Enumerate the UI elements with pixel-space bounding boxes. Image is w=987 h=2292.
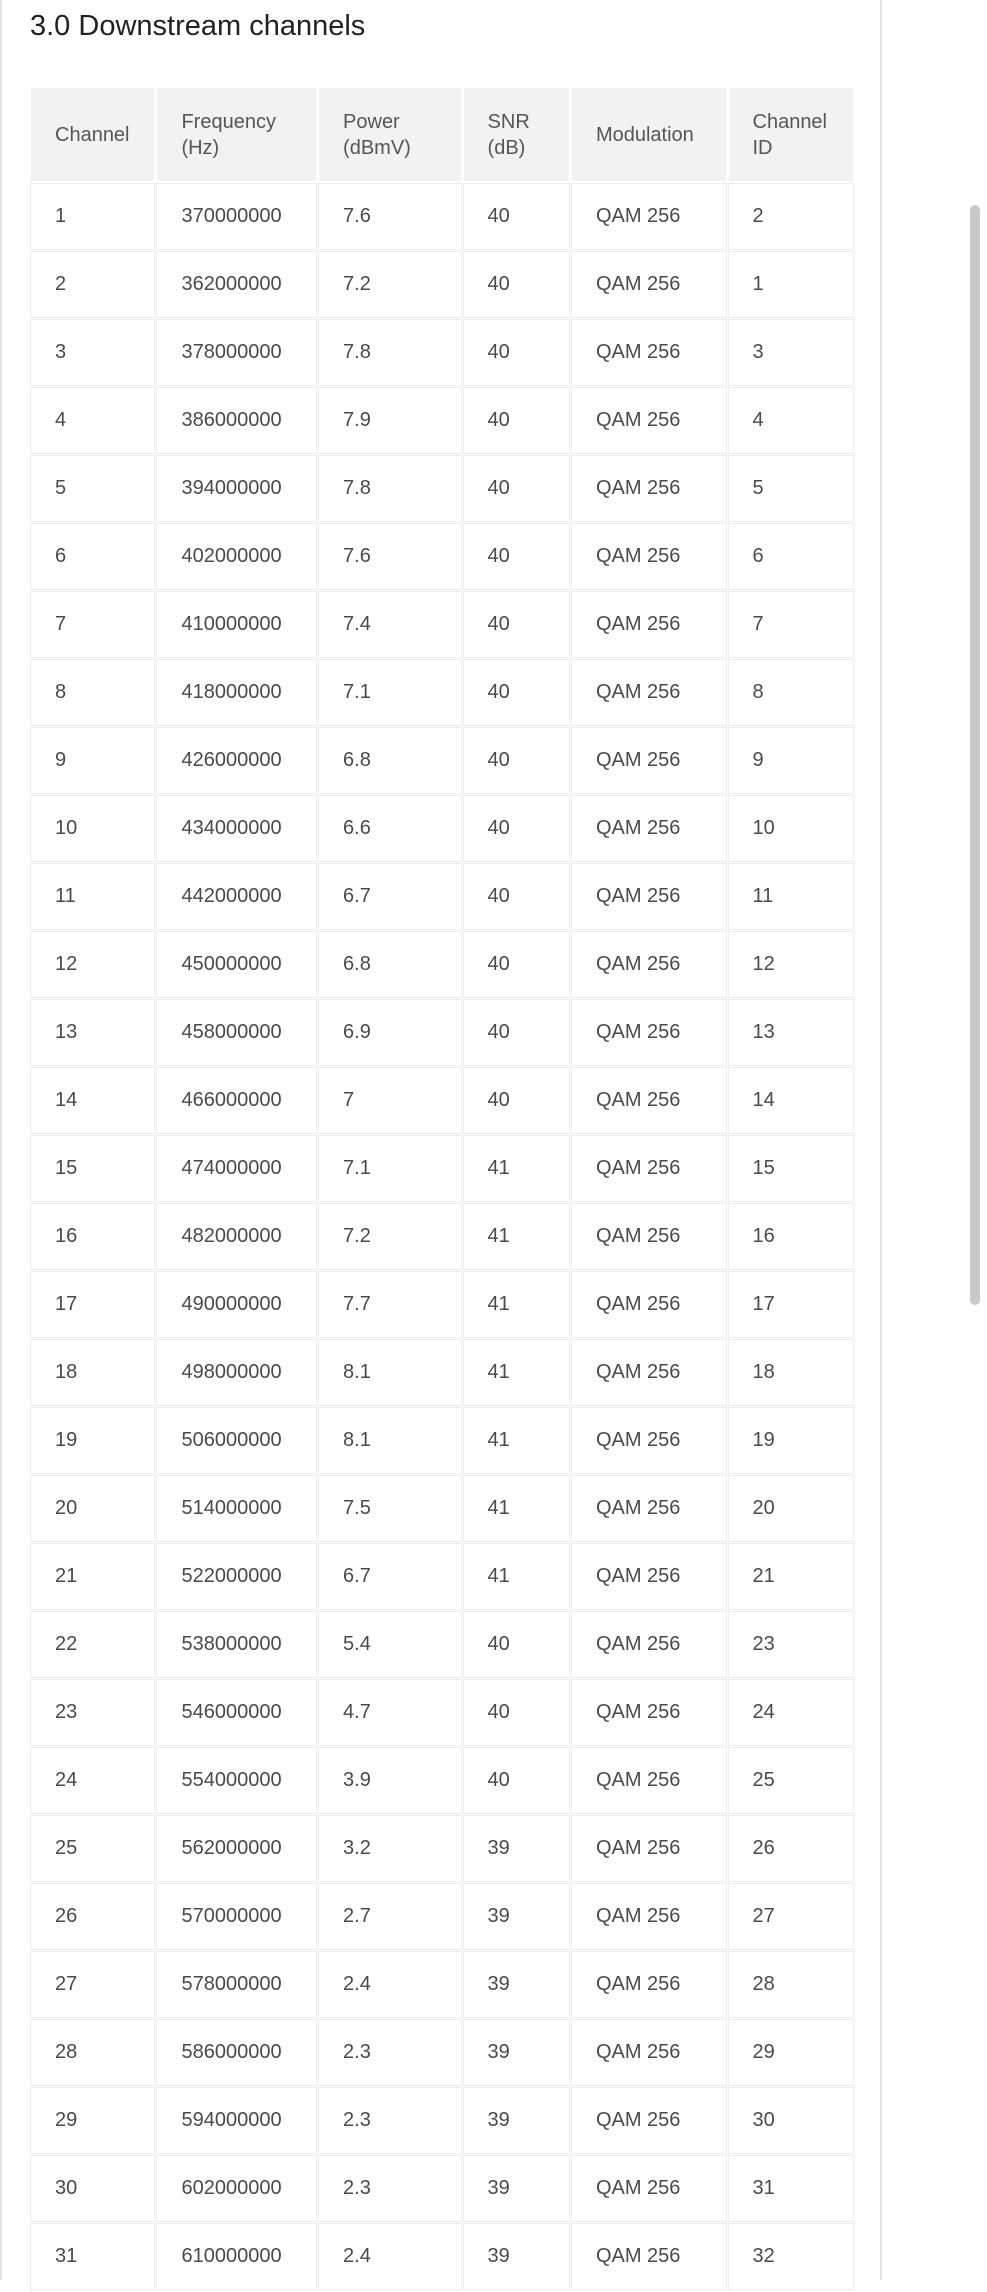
cell-modulation: QAM 256 bbox=[572, 1884, 726, 1949]
cell-power: 5.4 bbox=[319, 1612, 461, 1677]
cell-channel-id: 26 bbox=[729, 1816, 854, 1881]
header-frequency-line: Frequency bbox=[181, 110, 276, 133]
cell-power: 7.1 bbox=[319, 660, 461, 725]
cell-snr: 41 bbox=[464, 1136, 569, 1201]
cell-channel-id: 28 bbox=[729, 1952, 854, 2017]
cell-modulation: QAM 256 bbox=[572, 1544, 726, 1609]
table-row bbox=[31, 728, 853, 793]
table-row bbox=[31, 1340, 853, 1405]
cell-modulation: QAM 256 bbox=[572, 1748, 726, 1813]
cell-channel-id: 3 bbox=[729, 320, 854, 385]
header-channel-line: Channel bbox=[55, 123, 130, 146]
table-row bbox=[31, 252, 853, 317]
cell-modulation: QAM 256 bbox=[572, 1136, 726, 1201]
table-body bbox=[31, 184, 853, 2289]
cell-frequency: 602000000 bbox=[157, 2156, 316, 2221]
cell-snr: 40 bbox=[464, 728, 569, 793]
cell-channel: 6 bbox=[31, 524, 154, 589]
cell-power: 3.2 bbox=[319, 1816, 461, 1881]
cell-channel: 20 bbox=[31, 1476, 154, 1541]
cell-frequency: 394000000 bbox=[157, 456, 316, 521]
cell-channel: 27 bbox=[31, 1952, 154, 2017]
table-row bbox=[31, 1068, 853, 1133]
cell-channel: 4 bbox=[31, 388, 154, 453]
cell-channel-id: 27 bbox=[729, 1884, 854, 1949]
cell-channel-id: 2 bbox=[729, 184, 854, 249]
header-snr-line: SNR bbox=[487, 110, 530, 133]
cell-snr: 40 bbox=[464, 1068, 569, 1133]
cell-channel-id: 31 bbox=[729, 2156, 854, 2221]
cell-snr: 40 bbox=[464, 252, 569, 317]
cell-power: 7.8 bbox=[319, 456, 461, 521]
cell-channel-id: 24 bbox=[729, 1680, 854, 1745]
cell-snr: 41 bbox=[464, 1544, 569, 1609]
cell-power: 7.7 bbox=[319, 1272, 461, 1337]
cell-channel: 3 bbox=[31, 320, 154, 385]
cell-modulation: QAM 256 bbox=[572, 2020, 726, 2085]
cell-channel-id: 19 bbox=[729, 1408, 854, 1473]
cell-modulation: QAM 256 bbox=[572, 456, 726, 521]
cell-channel: 11 bbox=[31, 864, 154, 929]
cell-frequency: 586000000 bbox=[157, 2020, 316, 2085]
cell-frequency: 434000000 bbox=[157, 796, 316, 861]
cell-snr: 41 bbox=[464, 1476, 569, 1541]
cell-modulation: QAM 256 bbox=[572, 1408, 726, 1473]
cell-channel: 5 bbox=[31, 456, 154, 521]
table-row bbox=[31, 1612, 853, 1677]
cell-snr: 39 bbox=[464, 1952, 569, 2017]
cell-power: 6.7 bbox=[319, 864, 461, 929]
cell-channel-id: 23 bbox=[729, 1612, 854, 1677]
table-row bbox=[31, 1544, 853, 1609]
cell-frequency: 370000000 bbox=[157, 184, 316, 249]
table-row bbox=[31, 184, 853, 249]
cell-channel-id: 32 bbox=[729, 2224, 854, 2289]
cell-snr: 41 bbox=[464, 1340, 569, 1405]
cell-snr: 40 bbox=[464, 932, 569, 997]
cell-channel-id: 11 bbox=[729, 864, 854, 929]
cell-channel: 7 bbox=[31, 592, 154, 657]
cell-channel-id: 25 bbox=[729, 1748, 854, 1813]
cell-channel-id: 4 bbox=[729, 388, 854, 453]
cell-power: 7.1 bbox=[319, 1136, 461, 1201]
cell-channel-id: 20 bbox=[729, 1476, 854, 1541]
cell-channel-id: 14 bbox=[729, 1068, 854, 1133]
cell-channel-id: 15 bbox=[729, 1136, 854, 1201]
cell-frequency: 546000000 bbox=[157, 1680, 316, 1745]
cell-channel: 14 bbox=[31, 1068, 154, 1133]
cell-channel-id: 12 bbox=[729, 932, 854, 997]
cell-frequency: 578000000 bbox=[157, 1952, 316, 2017]
cell-frequency: 466000000 bbox=[157, 1068, 316, 1133]
cell-frequency: 410000000 bbox=[157, 592, 316, 657]
table-header-row bbox=[31, 88, 853, 181]
cell-modulation: QAM 256 bbox=[572, 1204, 726, 1269]
cell-snr: 40 bbox=[464, 388, 569, 453]
cell-frequency: 562000000 bbox=[157, 1816, 316, 1881]
cell-frequency: 442000000 bbox=[157, 864, 316, 929]
header-channel bbox=[31, 88, 154, 181]
cell-channel: 22 bbox=[31, 1612, 154, 1677]
cell-power: 8.1 bbox=[319, 1408, 461, 1473]
cell-frequency: 610000000 bbox=[157, 2224, 316, 2289]
cell-snr: 41 bbox=[464, 1408, 569, 1473]
table-header bbox=[31, 88, 853, 181]
cell-frequency: 514000000 bbox=[157, 1476, 316, 1541]
header-channel-id-line: ID bbox=[752, 136, 773, 159]
cell-channel-id: 17 bbox=[729, 1272, 854, 1337]
cell-channel-id: 29 bbox=[729, 2020, 854, 2085]
cell-channel: 30 bbox=[31, 2156, 154, 2221]
cell-power: 2.7 bbox=[319, 1884, 461, 1949]
cell-channel-id: 7 bbox=[729, 592, 854, 657]
cell-frequency: 482000000 bbox=[157, 1204, 316, 1269]
downstream-channels-table bbox=[28, 85, 856, 2292]
table-row bbox=[31, 932, 853, 997]
cell-modulation: QAM 256 bbox=[572, 1816, 726, 1881]
cell-modulation: QAM 256 bbox=[572, 796, 726, 861]
header-power-line: (dBmV) bbox=[343, 136, 411, 159]
cell-power: 7.6 bbox=[319, 524, 461, 589]
cell-snr: 39 bbox=[464, 2156, 569, 2221]
cell-frequency: 498000000 bbox=[157, 1340, 316, 1405]
cell-snr: 40 bbox=[464, 592, 569, 657]
table-row bbox=[31, 2020, 853, 2085]
header-modulation bbox=[572, 88, 726, 181]
cell-modulation: QAM 256 bbox=[572, 2224, 726, 2289]
cell-frequency: 538000000 bbox=[157, 1612, 316, 1677]
section-title: 3.0 Downstream channels bbox=[30, 10, 366, 42]
table-row bbox=[31, 320, 853, 385]
cell-power: 2.4 bbox=[319, 2224, 461, 2289]
cell-power: 7.2 bbox=[319, 252, 461, 317]
cell-frequency: 386000000 bbox=[157, 388, 316, 453]
cell-frequency: 458000000 bbox=[157, 1000, 316, 1065]
cell-power: 6.9 bbox=[319, 1000, 461, 1065]
table-row bbox=[31, 456, 853, 521]
cell-channel: 24 bbox=[31, 1748, 154, 1813]
cell-power: 6.6 bbox=[319, 796, 461, 861]
table-row bbox=[31, 1408, 853, 1473]
cell-modulation: QAM 256 bbox=[572, 932, 726, 997]
cell-frequency: 426000000 bbox=[157, 728, 316, 793]
cell-snr: 39 bbox=[464, 2020, 569, 2085]
cell-channel: 1 bbox=[31, 184, 154, 249]
cell-snr: 39 bbox=[464, 1816, 569, 1881]
cell-channel: 18 bbox=[31, 1340, 154, 1405]
cell-channel: 16 bbox=[31, 1204, 154, 1269]
cell-frequency: 570000000 bbox=[157, 1884, 316, 1949]
cell-power: 2.3 bbox=[319, 2020, 461, 2085]
cell-frequency: 594000000 bbox=[157, 2088, 316, 2153]
cell-power: 7.4 bbox=[319, 592, 461, 657]
cell-modulation: QAM 256 bbox=[572, 1680, 726, 1745]
cell-snr: 40 bbox=[464, 184, 569, 249]
table-row bbox=[31, 1816, 853, 1881]
table-row bbox=[31, 1204, 853, 1269]
table-row bbox=[31, 1680, 853, 1745]
cell-frequency: 554000000 bbox=[157, 1748, 316, 1813]
header-snr-line: (dB) bbox=[487, 136, 526, 159]
cell-snr: 40 bbox=[464, 864, 569, 929]
table-row bbox=[31, 2088, 853, 2153]
cell-power: 2.3 bbox=[319, 2088, 461, 2153]
cell-modulation: QAM 256 bbox=[572, 1612, 726, 1677]
cell-snr: 40 bbox=[464, 660, 569, 725]
header-power bbox=[319, 88, 461, 181]
cell-modulation: QAM 256 bbox=[572, 1068, 726, 1133]
cell-power: 7.8 bbox=[319, 320, 461, 385]
table-row bbox=[31, 2224, 853, 2289]
cell-modulation: QAM 256 bbox=[572, 388, 726, 453]
cell-snr: 41 bbox=[464, 1272, 569, 1337]
cell-modulation: QAM 256 bbox=[572, 1000, 726, 1065]
cell-power: 8.1 bbox=[319, 1340, 461, 1405]
cell-channel-id: 18 bbox=[729, 1340, 854, 1405]
table-row bbox=[31, 1952, 853, 2017]
cell-channel-id: 21 bbox=[729, 1544, 854, 1609]
table-row bbox=[31, 660, 853, 725]
cell-snr: 40 bbox=[464, 796, 569, 861]
cell-frequency: 362000000 bbox=[157, 252, 316, 317]
cell-modulation: QAM 256 bbox=[572, 184, 726, 249]
cell-channel: 15 bbox=[31, 1136, 154, 1201]
header-modulation-line: Modulation bbox=[595, 123, 694, 146]
cell-channel-id: 16 bbox=[729, 1204, 854, 1269]
table-row bbox=[31, 1000, 853, 1065]
header-channel-id-line: Channel bbox=[752, 110, 828, 133]
cell-frequency: 522000000 bbox=[157, 1544, 316, 1609]
cell-frequency: 402000000 bbox=[157, 524, 316, 589]
cell-channel: 13 bbox=[31, 1000, 154, 1065]
cell-modulation: QAM 256 bbox=[572, 252, 726, 317]
table-row bbox=[31, 1884, 853, 1949]
header-frequency-line: (Hz) bbox=[181, 136, 220, 159]
cell-channel: 28 bbox=[31, 2020, 154, 2085]
table-row bbox=[31, 1272, 853, 1337]
cell-modulation: QAM 256 bbox=[572, 660, 726, 725]
cell-snr: 39 bbox=[464, 2224, 569, 2289]
cell-channel-id: 13 bbox=[729, 1000, 854, 1065]
cell-channel: 21 bbox=[31, 1544, 154, 1609]
cell-channel: 17 bbox=[31, 1272, 154, 1337]
cell-frequency: 506000000 bbox=[157, 1408, 316, 1473]
cell-channel-id: 30 bbox=[729, 2088, 854, 2153]
cell-channel: 26 bbox=[31, 1884, 154, 1949]
cell-channel: 29 bbox=[31, 2088, 154, 2153]
cell-modulation: QAM 256 bbox=[572, 1272, 726, 1337]
table-row bbox=[31, 2156, 853, 2221]
cell-power: 2.4 bbox=[319, 1952, 461, 2017]
cell-channel: 10 bbox=[31, 796, 154, 861]
cell-snr: 40 bbox=[464, 1612, 569, 1677]
cell-channel-id: 6 bbox=[729, 524, 854, 589]
header-frequency bbox=[157, 88, 316, 181]
cell-modulation: QAM 256 bbox=[572, 1952, 726, 2017]
table-row bbox=[31, 1476, 853, 1541]
cell-modulation: QAM 256 bbox=[572, 1340, 726, 1405]
table-row bbox=[31, 1136, 853, 1201]
cell-frequency: 450000000 bbox=[157, 932, 316, 997]
cell-snr: 41 bbox=[464, 1204, 569, 1269]
cell-channel: 2 bbox=[31, 252, 154, 317]
header-power-line: Power bbox=[343, 110, 400, 133]
header-channel-id bbox=[729, 88, 854, 181]
cell-snr: 40 bbox=[464, 1000, 569, 1065]
cell-modulation: QAM 256 bbox=[572, 864, 726, 929]
cell-modulation: QAM 256 bbox=[572, 1476, 726, 1541]
cell-modulation: QAM 256 bbox=[572, 2088, 726, 2153]
cell-power: 2.3 bbox=[319, 2156, 461, 2221]
cell-frequency: 378000000 bbox=[157, 320, 316, 385]
cell-power: 6.7 bbox=[319, 1544, 461, 1609]
cell-power: 7 bbox=[319, 1068, 461, 1133]
cell-frequency: 474000000 bbox=[157, 1136, 316, 1201]
cell-power: 7.5 bbox=[319, 1476, 461, 1541]
table-row bbox=[31, 864, 853, 929]
cell-power: 6.8 bbox=[319, 932, 461, 997]
cell-power: 7.9 bbox=[319, 388, 461, 453]
cell-snr: 40 bbox=[464, 1680, 569, 1745]
cell-snr: 39 bbox=[464, 2088, 569, 2153]
cell-snr: 40 bbox=[464, 320, 569, 385]
cell-snr: 40 bbox=[464, 524, 569, 589]
cell-modulation: QAM 256 bbox=[572, 524, 726, 589]
cell-modulation: QAM 256 bbox=[572, 592, 726, 657]
cell-channel-id: 8 bbox=[729, 660, 854, 725]
cell-channel: 25 bbox=[31, 1816, 154, 1881]
cell-power: 6.8 bbox=[319, 728, 461, 793]
cell-modulation: QAM 256 bbox=[572, 728, 726, 793]
table-row bbox=[31, 796, 853, 861]
table-row bbox=[31, 1748, 853, 1813]
cell-power: 7.2 bbox=[319, 1204, 461, 1269]
cell-power: 7.6 bbox=[319, 184, 461, 249]
header-snr bbox=[464, 88, 569, 181]
cell-snr: 40 bbox=[464, 456, 569, 521]
scrollbar-thumb[interactable] bbox=[970, 205, 980, 1305]
cell-channel: 31 bbox=[31, 2224, 154, 2289]
cell-modulation: QAM 256 bbox=[572, 320, 726, 385]
cell-snr: 39 bbox=[464, 1884, 569, 1949]
cell-channel: 9 bbox=[31, 728, 154, 793]
cell-snr: 40 bbox=[464, 1748, 569, 1813]
table-row bbox=[31, 592, 853, 657]
cell-channel-id: 1 bbox=[729, 252, 854, 317]
cell-frequency: 490000000 bbox=[157, 1272, 316, 1337]
table-row bbox=[31, 524, 853, 589]
cell-channel-id: 5 bbox=[729, 456, 854, 521]
cell-modulation: QAM 256 bbox=[572, 2156, 726, 2221]
cell-channel: 8 bbox=[31, 660, 154, 725]
cell-channel-id: 10 bbox=[729, 796, 854, 861]
table-row bbox=[31, 388, 853, 453]
cell-channel: 19 bbox=[31, 1408, 154, 1473]
cell-channel-id: 9 bbox=[729, 728, 854, 793]
cell-power: 4.7 bbox=[319, 1680, 461, 1745]
cell-channel: 12 bbox=[31, 932, 154, 997]
cell-channel: 23 bbox=[31, 1680, 154, 1745]
cell-power: 3.9 bbox=[319, 1748, 461, 1813]
cell-frequency: 418000000 bbox=[157, 660, 316, 725]
